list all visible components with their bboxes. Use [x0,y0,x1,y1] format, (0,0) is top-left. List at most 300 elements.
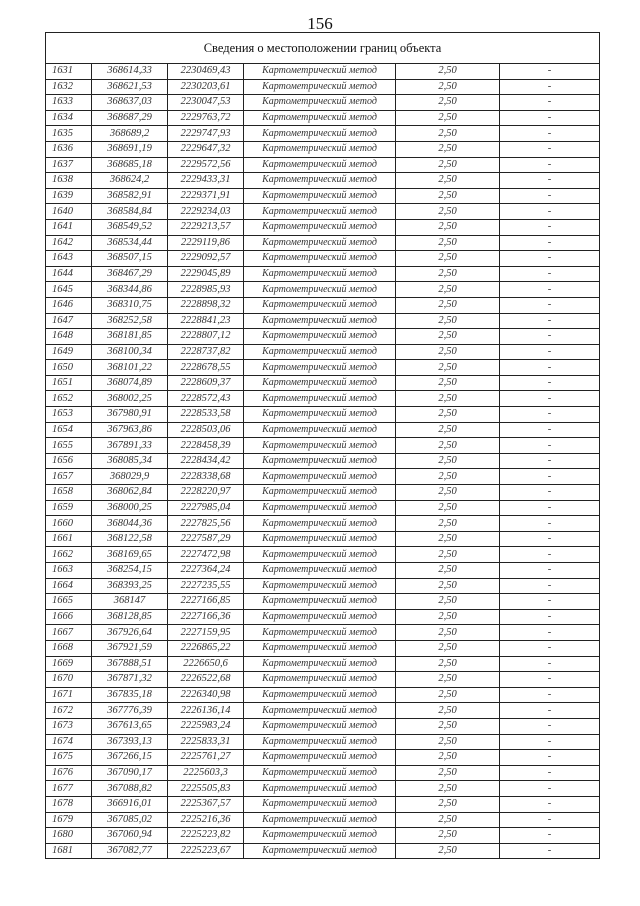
accuracy-cell: 2,50 [396,453,500,469]
method-cell: Картометрический метод [244,375,396,391]
note-cell: - [500,188,600,204]
note-cell: - [500,157,600,173]
table-row [46,718,600,734]
point-number-cell: 1661 [46,531,92,547]
point-number-cell: 1645 [46,282,92,298]
accuracy-cell: 2,50 [396,157,500,173]
accuracy-cell: 2,50 [396,765,500,781]
coord-x-cell: 368687,29 [92,110,168,126]
table-row [46,126,600,142]
point-number-cell: 1680 [46,828,92,844]
coord-x-cell: 368002,25 [92,391,168,407]
coord-y-cell: 2227166,36 [168,609,244,625]
coord-y-cell: 2228985,93 [168,282,244,298]
method-cell: Картометрический метод [244,407,396,423]
point-number-cell: 1634 [46,110,92,126]
accuracy-cell: 2,50 [396,360,500,376]
method-cell: Картометрический метод [244,765,396,781]
table-row [46,188,600,204]
table-row [46,563,600,579]
accuracy-cell: 2,50 [396,297,500,313]
table-row [46,297,600,313]
method-cell: Картометрический метод [244,828,396,844]
table-row [46,703,600,719]
coord-y-cell: 2229213,57 [168,219,244,235]
point-number-cell: 1660 [46,516,92,532]
table-row [46,640,600,656]
accuracy-cell: 2,50 [396,313,500,329]
coord-x-cell: 368029,9 [92,469,168,485]
method-cell: Картометрический метод [244,796,396,812]
note-cell: - [500,251,600,267]
coord-x-cell: 368691,19 [92,141,168,157]
note-cell: - [500,672,600,688]
coord-x-cell: 368582,91 [92,188,168,204]
point-number-cell: 1632 [46,79,92,95]
point-number-cell: 1653 [46,407,92,423]
coord-y-cell: 2227985,04 [168,500,244,516]
accuracy-cell: 2,50 [396,110,500,126]
method-cell: Картометрический метод [244,516,396,532]
coord-y-cell: 2230469,43 [168,64,244,80]
point-number-cell: 1670 [46,672,92,688]
coord-x-cell: 368689,2 [92,126,168,142]
table-title: Сведения о местоположении границ объекта [46,33,600,64]
method-cell: Картометрический метод [244,173,396,189]
note-cell: - [500,79,600,95]
table-row [46,485,600,501]
method-cell: Картометрический метод [244,391,396,407]
page-number: 156 [307,14,333,33]
table-row [46,282,600,298]
point-number-cell: 1666 [46,609,92,625]
method-cell: Картометрический метод [244,141,396,157]
coord-x-cell: 367082,77 [92,843,168,859]
point-number-cell: 1644 [46,266,92,282]
method-cell: Картометрический метод [244,157,396,173]
method-cell: Картометрический метод [244,235,396,251]
coord-y-cell: 2227235,55 [168,578,244,594]
accuracy-cell: 2,50 [396,609,500,625]
coord-y-cell: 2228503,06 [168,422,244,438]
method-cell: Картометрический метод [244,656,396,672]
coord-y-cell: 2226136,14 [168,703,244,719]
coord-y-cell: 2225505,83 [168,781,244,797]
coord-x-cell: 368181,85 [92,329,168,345]
note-cell: - [500,126,600,142]
point-number-cell: 1681 [46,843,92,859]
method-cell: Картометрический метод [244,188,396,204]
coord-x-cell: 367060,94 [92,828,168,844]
point-number-cell: 1662 [46,547,92,563]
accuracy-cell: 2,50 [396,126,500,142]
note-cell: - [500,531,600,547]
table-row [46,375,600,391]
note-cell: - [500,266,600,282]
point-number-cell: 1669 [46,656,92,672]
boundary-table-container [45,32,599,859]
method-cell: Картометрический метод [244,313,396,329]
coord-y-cell: 2226522,68 [168,672,244,688]
method-cell: Картометрический метод [244,672,396,688]
table-row [46,672,600,688]
coord-x-cell: 368507,15 [92,251,168,267]
coord-x-cell: 367926,64 [92,625,168,641]
coord-y-cell: 2229647,32 [168,141,244,157]
point-number-cell: 1639 [46,188,92,204]
accuracy-cell: 2,50 [396,781,500,797]
coord-y-cell: 2225223,67 [168,843,244,859]
accuracy-cell: 2,50 [396,563,500,579]
point-number-cell: 1658 [46,485,92,501]
table-row [46,578,600,594]
point-number-cell: 1642 [46,235,92,251]
table-row [46,422,600,438]
coord-y-cell: 2229371,91 [168,188,244,204]
method-cell: Картометрический метод [244,251,396,267]
boundary-table [45,32,600,859]
coord-y-cell: 2227364,24 [168,563,244,579]
coord-x-cell: 366916,01 [92,796,168,812]
table-row [46,204,600,220]
coord-x-cell: 367891,33 [92,438,168,454]
accuracy-cell: 2,50 [396,828,500,844]
coord-x-cell: 368344,86 [92,282,168,298]
note-cell: - [500,547,600,563]
coord-y-cell: 2228678,55 [168,360,244,376]
coord-x-cell: 367393,13 [92,734,168,750]
coord-x-cell: 368584,84 [92,204,168,220]
accuracy-cell: 2,50 [396,531,500,547]
coord-y-cell: 2229045,89 [168,266,244,282]
note-cell: - [500,375,600,391]
method-cell: Картометрический метод [244,750,396,766]
point-number-cell: 1637 [46,157,92,173]
coord-y-cell: 2225223,82 [168,828,244,844]
accuracy-cell: 2,50 [396,687,500,703]
note-cell: - [500,500,600,516]
method-cell: Картометрический метод [244,110,396,126]
table-row [46,594,600,610]
note-cell: - [500,329,600,345]
method-cell: Картометрический метод [244,360,396,376]
coord-y-cell: 2227825,56 [168,516,244,532]
coord-y-cell: 2230047,53 [168,95,244,111]
coord-x-cell: 368000,25 [92,500,168,516]
coord-y-cell: 2229433,31 [168,173,244,189]
accuracy-cell: 2,50 [396,173,500,189]
note-cell: - [500,563,600,579]
point-number-cell: 1671 [46,687,92,703]
note-cell: - [500,64,600,80]
coord-y-cell: 2229119,86 [168,235,244,251]
coord-y-cell: 2225983,24 [168,718,244,734]
point-number-cell: 1654 [46,422,92,438]
coord-y-cell: 2228572,43 [168,391,244,407]
table-row [46,329,600,345]
note-cell: - [500,344,600,360]
coord-y-cell: 2225603,3 [168,765,244,781]
accuracy-cell: 2,50 [396,796,500,812]
method-cell: Картометрический метод [244,344,396,360]
method-cell: Картометрический метод [244,329,396,345]
method-cell: Картометрический метод [244,687,396,703]
accuracy-cell: 2,50 [396,79,500,95]
coord-y-cell: 2228533,58 [168,407,244,423]
table-row [46,391,600,407]
method-cell: Картометрический метод [244,79,396,95]
point-number-cell: 1678 [46,796,92,812]
note-cell: - [500,765,600,781]
coord-x-cell: 367980,91 [92,407,168,423]
point-number-cell: 1667 [46,625,92,641]
table-row [46,609,600,625]
note-cell: - [500,204,600,220]
point-number-cell: 1672 [46,703,92,719]
coord-y-cell: 2228338,68 [168,469,244,485]
note-cell: - [500,687,600,703]
table-row [46,173,600,189]
accuracy-cell: 2,50 [396,578,500,594]
note-cell: - [500,656,600,672]
method-cell: Картометрический метод [244,594,396,610]
coord-y-cell: 2226650,6 [168,656,244,672]
point-number-cell: 1638 [46,173,92,189]
coord-x-cell: 367266,15 [92,750,168,766]
coord-x-cell: 368310,75 [92,297,168,313]
coord-x-cell: 368614,33 [92,64,168,80]
note-cell: - [500,485,600,501]
note-cell: - [500,110,600,126]
accuracy-cell: 2,50 [396,407,500,423]
coord-x-cell: 368100,34 [92,344,168,360]
accuracy-cell: 2,50 [396,344,500,360]
note-cell: - [500,843,600,859]
accuracy-cell: 2,50 [396,718,500,734]
coord-y-cell: 2229234,03 [168,204,244,220]
table-row [46,500,600,516]
accuracy-cell: 2,50 [396,843,500,859]
note-cell: - [500,781,600,797]
accuracy-cell: 2,50 [396,516,500,532]
method-cell: Картометрический метод [244,531,396,547]
accuracy-cell: 2,50 [396,734,500,750]
coord-x-cell: 367963,86 [92,422,168,438]
table-row [46,251,600,267]
coord-x-cell: 368169,65 [92,547,168,563]
method-cell: Картометрический метод [244,703,396,719]
method-cell: Картометрический метод [244,282,396,298]
table-row [46,141,600,157]
accuracy-cell: 2,50 [396,235,500,251]
table-body [46,64,600,859]
coord-y-cell: 2229763,72 [168,110,244,126]
coord-y-cell: 2226340,98 [168,687,244,703]
method-cell: Картометрический метод [244,625,396,641]
note-cell: - [500,828,600,844]
accuracy-cell: 2,50 [396,204,500,220]
coord-y-cell: 2228434,42 [168,453,244,469]
coord-x-cell: 368122,58 [92,531,168,547]
accuracy-cell: 2,50 [396,64,500,80]
table-row [46,687,600,703]
table-row [46,469,600,485]
method-cell: Картометрический метод [244,843,396,859]
coord-x-cell: 367888,51 [92,656,168,672]
note-cell: - [500,625,600,641]
coord-x-cell: 368637,03 [92,95,168,111]
coord-x-cell: 368147 [92,594,168,610]
table-row [46,110,600,126]
accuracy-cell: 2,50 [396,391,500,407]
accuracy-cell: 2,50 [396,625,500,641]
coord-y-cell: 2229092,57 [168,251,244,267]
note-cell: - [500,141,600,157]
table-row [46,64,600,80]
table-row [46,516,600,532]
table-row [46,812,600,828]
table-row [46,796,600,812]
coord-y-cell: 2225761,27 [168,750,244,766]
coord-x-cell: 368062,84 [92,485,168,501]
method-cell: Картометрический метод [244,578,396,594]
coord-x-cell: 367921,59 [92,640,168,656]
coord-y-cell: 2225216,36 [168,812,244,828]
point-number-cell: 1647 [46,313,92,329]
table-row [46,453,600,469]
table-row [46,313,600,329]
method-cell: Картометрический метод [244,640,396,656]
accuracy-cell: 2,50 [396,375,500,391]
point-number-cell: 1649 [46,344,92,360]
point-number-cell: 1676 [46,765,92,781]
point-number-cell: 1652 [46,391,92,407]
accuracy-cell: 2,50 [396,640,500,656]
point-number-cell: 1646 [46,297,92,313]
note-cell: - [500,438,600,454]
point-number-cell: 1655 [46,438,92,454]
point-number-cell: 1679 [46,812,92,828]
coord-y-cell: 2228898,32 [168,297,244,313]
method-cell: Картометрический метод [244,500,396,516]
coord-x-cell: 367088,82 [92,781,168,797]
coord-x-cell: 368624,2 [92,173,168,189]
note-cell: - [500,219,600,235]
table-row [46,360,600,376]
coord-x-cell: 368467,29 [92,266,168,282]
accuracy-cell: 2,50 [396,485,500,501]
note-cell: - [500,578,600,594]
point-number-cell: 1674 [46,734,92,750]
method-cell: Картометрический метод [244,485,396,501]
coord-x-cell: 368534,44 [92,235,168,251]
accuracy-cell: 2,50 [396,422,500,438]
coord-y-cell: 2228220,97 [168,485,244,501]
table-row [46,235,600,251]
point-number-cell: 1657 [46,469,92,485]
method-cell: Картометрический метод [244,64,396,80]
point-number-cell: 1651 [46,375,92,391]
accuracy-cell: 2,50 [396,438,500,454]
coord-x-cell: 367776,39 [92,703,168,719]
point-number-cell: 1675 [46,750,92,766]
table-row [46,781,600,797]
table-row [46,219,600,235]
table-row [46,765,600,781]
method-cell: Картометрический метод [244,734,396,750]
note-cell: - [500,796,600,812]
method-cell: Картометрический метод [244,469,396,485]
accuracy-cell: 2,50 [396,656,500,672]
coord-y-cell: 2228609,37 [168,375,244,391]
note-cell: - [500,469,600,485]
note-cell: - [500,297,600,313]
point-number-cell: 1641 [46,219,92,235]
point-number-cell: 1664 [46,578,92,594]
note-cell: - [500,594,600,610]
table-row [46,656,600,672]
accuracy-cell: 2,50 [396,812,500,828]
coord-x-cell: 368254,15 [92,563,168,579]
table-row [46,438,600,454]
table-row [46,547,600,563]
coord-y-cell: 2227159,95 [168,625,244,641]
accuracy-cell: 2,50 [396,141,500,157]
point-number-cell: 1650 [46,360,92,376]
note-cell: - [500,718,600,734]
table-row [46,344,600,360]
note-cell: - [500,453,600,469]
note-cell: - [500,516,600,532]
point-number-cell: 1673 [46,718,92,734]
point-number-cell: 1648 [46,329,92,345]
coord-x-cell: 367871,32 [92,672,168,688]
coord-y-cell: 2226865,22 [168,640,244,656]
coord-x-cell: 368621,53 [92,79,168,95]
coord-y-cell: 2228737,82 [168,344,244,360]
table-row [46,828,600,844]
point-number-cell: 1640 [46,204,92,220]
note-cell: - [500,235,600,251]
coord-x-cell: 367085,02 [92,812,168,828]
point-number-cell: 1643 [46,251,92,267]
point-number-cell: 1635 [46,126,92,142]
accuracy-cell: 2,50 [396,188,500,204]
accuracy-cell: 2,50 [396,95,500,111]
table-row [46,157,600,173]
coord-y-cell: 2229747,93 [168,126,244,142]
method-cell: Картометрический метод [244,438,396,454]
accuracy-cell: 2,50 [396,282,500,298]
method-cell: Картометрический метод [244,95,396,111]
method-cell: Картометрический метод [244,219,396,235]
note-cell: - [500,360,600,376]
note-cell: - [500,422,600,438]
coord-x-cell: 368549,52 [92,219,168,235]
method-cell: Картометрический метод [244,718,396,734]
coord-y-cell: 2228458,39 [168,438,244,454]
table-row [46,407,600,423]
point-number-cell: 1633 [46,95,92,111]
point-number-cell: 1665 [46,594,92,610]
note-cell: - [500,640,600,656]
note-cell: - [500,734,600,750]
method-cell: Картометрический метод [244,297,396,313]
table-row [46,843,600,859]
accuracy-cell: 2,50 [396,329,500,345]
accuracy-cell: 2,50 [396,703,500,719]
accuracy-cell: 2,50 [396,594,500,610]
